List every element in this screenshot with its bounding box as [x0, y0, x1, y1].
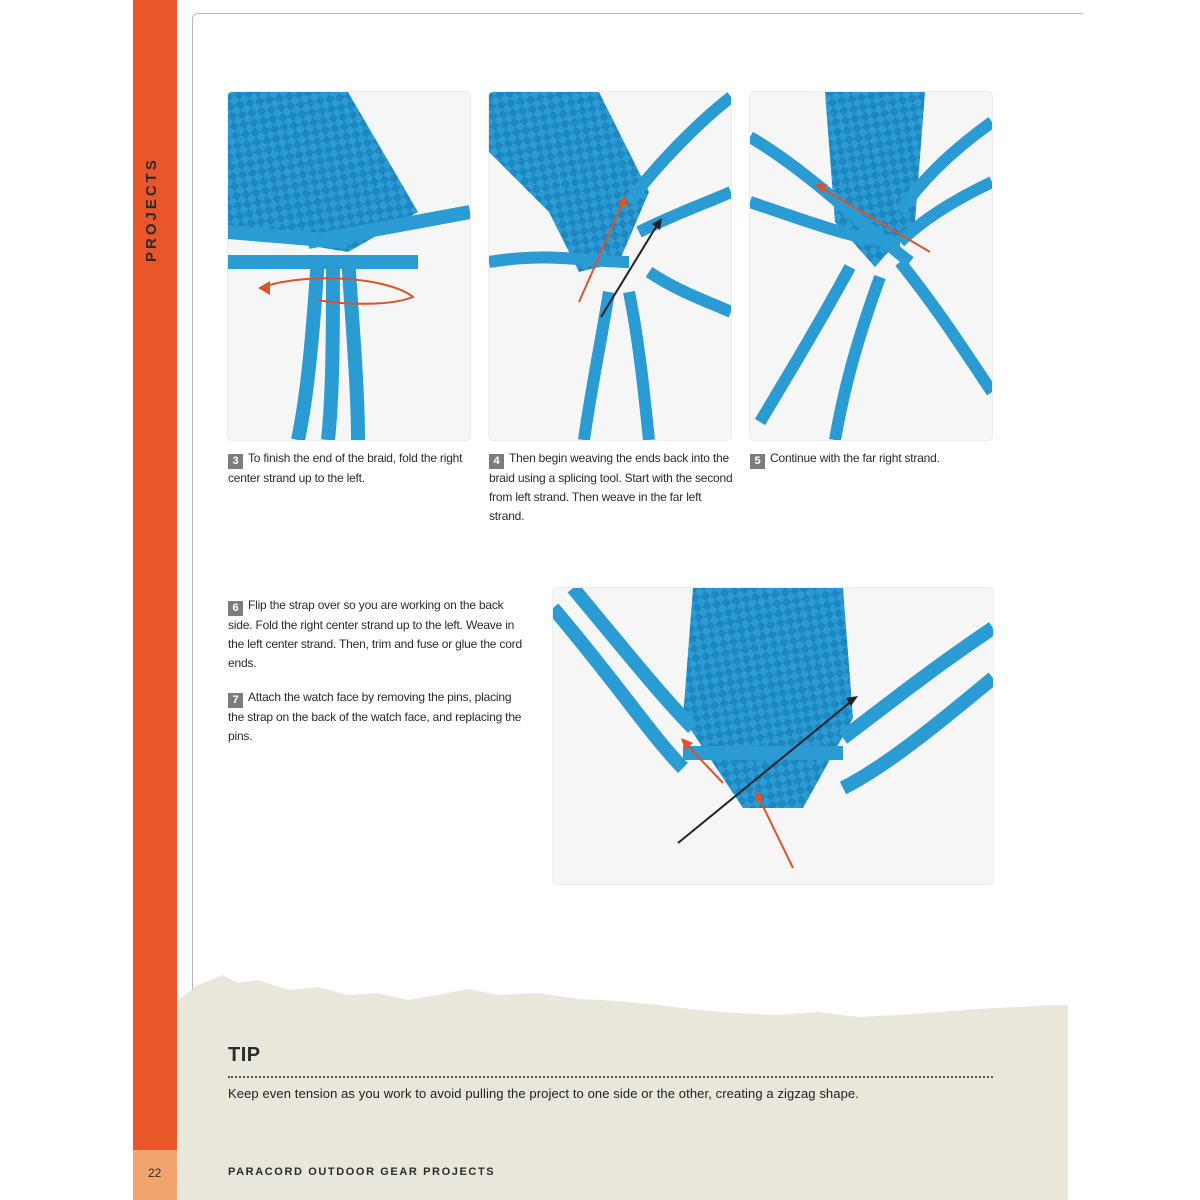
tip-text: Keep even tension as you work to avoid pulling the project to one side or the other, creating a zigzag shape.: [228, 1086, 859, 1101]
step-6-7-photo: [553, 588, 993, 884]
step-5-caption: [750, 449, 992, 469]
step-text: Then begin weaving the ends back into the braid using a splicing tool. Start with the second from left strand. Then weave in the far left strand.: [489, 451, 733, 523]
tip-divider: [228, 1076, 993, 1078]
step-6-caption: [228, 596, 526, 673]
step-3-caption: [228, 449, 470, 488]
step-number: 5: [750, 454, 765, 469]
tip-panel: [178, 965, 1068, 1200]
step-number: 6: [228, 601, 243, 616]
step-text: To finish the end of the braid, fold the right center strand up to the left.: [228, 451, 463, 485]
step-number: 7: [228, 693, 243, 708]
section-label: PROJECTS: [143, 157, 160, 262]
step-5-photo: [750, 92, 992, 440]
step-text: Flip the strap over so you are working on the back side. Fold the right center strand up to the left. Weave in the left center strand. Then, trim and fuse or glue the cord ends.: [228, 598, 522, 670]
step-number: 4: [489, 454, 504, 469]
tip-title: TIP: [228, 1044, 261, 1066]
step-4-photo: [489, 92, 731, 440]
step-7-caption: [228, 688, 526, 746]
step-number: 3: [228, 454, 243, 469]
running-footer-title: PARACORD OUTDOOR GEAR PROJECTS: [228, 1166, 496, 1178]
step-text: Continue with the far right strand.: [770, 451, 940, 465]
step-4-caption: [489, 449, 735, 526]
step-text: Attach the watch face by removing the pins, placing the strap on the back of the watch face, and replacing the pins.: [228, 690, 522, 743]
step-3-photo: [228, 92, 470, 440]
page-number: 22: [148, 1166, 162, 1180]
